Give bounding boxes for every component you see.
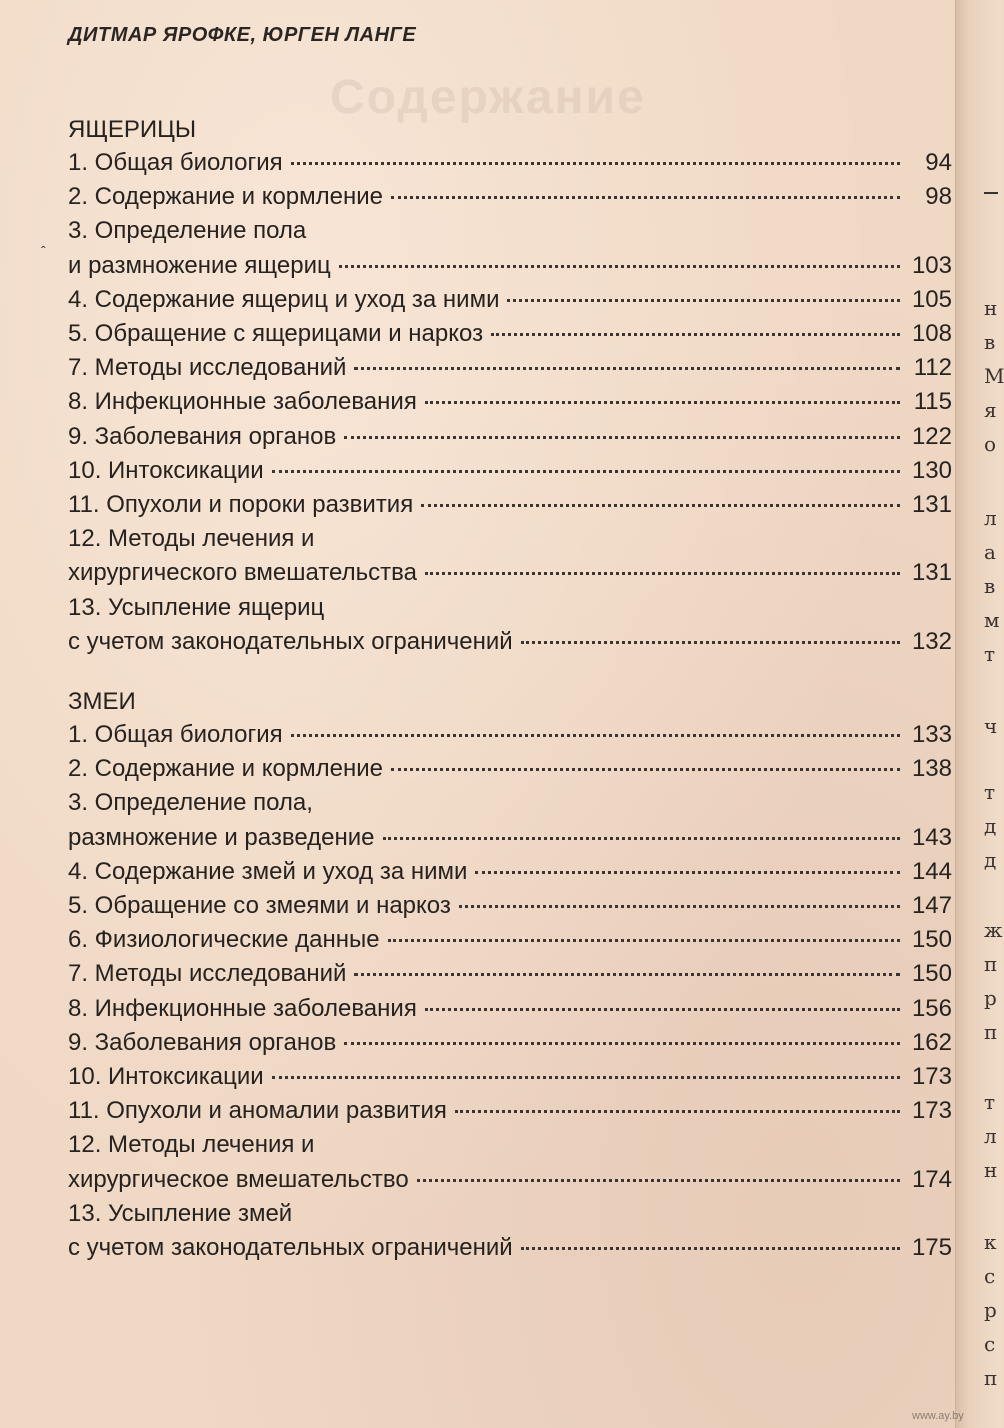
dot-leader	[475, 871, 900, 874]
facing-page-letter: п	[984, 952, 998, 976]
toc-page-number: 162	[911, 1028, 952, 1056]
toc-entry[interactable]	[68, 625, 952, 659]
toc-page-number: 144	[911, 857, 952, 885]
toc-entry[interactable]	[68, 1163, 952, 1197]
toc-entry-title: 2. Содержание и кормление	[68, 755, 384, 783]
toc-entry[interactable]	[68, 385, 952, 419]
dot-leader	[344, 436, 900, 439]
pencil-mark: ˆ	[41, 243, 46, 259]
facing-page-letter: д	[984, 814, 997, 838]
dot-leader	[391, 196, 900, 199]
facing-page-letter: т	[984, 780, 996, 804]
toc-page-number: 98	[925, 183, 952, 211]
toc-entry[interactable]	[68, 488, 952, 522]
toc-entry-title: 1. Общая биология	[68, 149, 283, 176]
bleed-through-heading: Содержание	[330, 71, 646, 124]
facing-page-letter: т	[984, 642, 996, 666]
facing-page-letter: к	[984, 1230, 997, 1254]
toc-entry[interactable]	[68, 351, 952, 385]
toc-entry-title: 7. Методы исследований	[68, 354, 347, 382]
facing-page-letter: п	[984, 1020, 998, 1044]
facing-page-letter: ж	[984, 918, 1003, 942]
facing-page-letter: ч	[984, 714, 998, 738]
facing-page-letter: р	[984, 1298, 997, 1322]
dot-leader	[491, 333, 900, 336]
dot-leader	[455, 1110, 900, 1113]
toc-entry[interactable]	[68, 752, 952, 786]
toc-page-number: 150	[911, 926, 952, 954]
facing-page-letter: н	[984, 1158, 998, 1182]
section-title: ЯЩЕРИЦЫ	[68, 116, 197, 143]
toc-page-number: 175	[911, 1234, 952, 1261]
toc-entry-line: 13. Усыпление змей	[68, 1199, 293, 1227]
toc-entry[interactable]	[68, 957, 952, 991]
toc-entry-title: 9. Заболевания органов	[68, 422, 337, 450]
facing-page-letter: п	[984, 1366, 998, 1390]
toc-page-number: 143	[911, 823, 952, 851]
toc-entry[interactable]	[68, 283, 952, 317]
dot-leader	[272, 1076, 900, 1079]
dot-leader	[344, 1042, 900, 1045]
toc-entry[interactable]	[68, 249, 952, 283]
facing-page-letter: М	[984, 364, 1004, 388]
toc-entry-line: 3. Определение пола	[68, 217, 307, 245]
facing-page-letter: т	[984, 1090, 996, 1114]
dot-leader	[391, 768, 900, 771]
toc-page-number: 122	[911, 422, 952, 450]
facing-page-letter: м	[984, 608, 1000, 632]
facing-page-letter: о	[984, 432, 997, 456]
toc-entry-title: 6. Физиологические данные	[68, 926, 380, 954]
dot-leader	[425, 401, 900, 404]
dot-leader	[354, 973, 900, 976]
toc-page-number: 105	[911, 285, 952, 313]
facing-page-letter: н	[984, 296, 998, 320]
facing-page-dash	[984, 192, 998, 194]
dot-leader	[521, 1247, 900, 1250]
toc-entry[interactable]	[68, 821, 952, 855]
toc-entry[interactable]	[68, 556, 952, 590]
toc-entry-title: размножение и разведение	[68, 823, 375, 851]
facing-page-letter: с	[984, 1264, 996, 1288]
toc-page-number: 112	[913, 354, 952, 382]
toc-entry-line: 12. Методы лечения и	[68, 525, 315, 553]
toc-page-number: 150	[911, 960, 952, 988]
toc-entry-title: 5. Обращение со змеями и наркоз	[68, 892, 451, 919]
toc-entry-title: 4. Содержание ящериц и уход за ними	[68, 285, 500, 313]
toc-entry[interactable]	[68, 992, 952, 1026]
dot-leader	[507, 299, 900, 302]
toc-entry-title: 10. Интоксикации	[68, 456, 264, 484]
toc-entry[interactable]	[68, 146, 952, 180]
toc-page-number: 130	[911, 456, 952, 484]
dot-leader	[383, 837, 900, 840]
toc-page-number: 131	[911, 491, 952, 518]
dot-leader	[521, 641, 900, 644]
facing-page-letter: л	[984, 506, 997, 530]
toc-entry[interactable]	[68, 1060, 952, 1094]
toc-entry[interactable]	[68, 718, 952, 752]
toc-page-number: 173	[911, 1063, 952, 1090]
facing-page-letter: л	[984, 1124, 997, 1148]
toc-page-number: 94	[925, 149, 952, 176]
toc-entry-title: 5. Обращение с ящерицами и наркоз	[68, 320, 484, 347]
toc-page-number: 133	[911, 721, 952, 748]
toc-entry[interactable]	[68, 1231, 952, 1265]
toc-entry-title: 10. Интоксикации	[68, 1063, 264, 1090]
toc-page-number: 174	[911, 1165, 952, 1193]
toc-entry[interactable]	[68, 1094, 952, 1128]
toc-page-number: 103	[911, 251, 952, 279]
toc-entry-title: 11. Опухоли и пороки развития	[68, 491, 414, 518]
toc-entry-title: 1. Общая биология	[68, 721, 283, 748]
toc-entry-title: с учетом законодательных ограничений	[68, 1234, 513, 1261]
watermark: www.ay.by	[912, 1410, 964, 1422]
toc-entry-line: 12. Методы лечения и	[68, 1131, 315, 1159]
toc-entry[interactable]	[68, 454, 952, 488]
running-header: ДИТМАР ЯРОФКЕ, ЮРГЕН ЛАНГЕ	[68, 24, 417, 46]
toc-entry-title: 7. Методы исследований	[68, 960, 347, 988]
toc-entry-title: хирургического вмешательства	[68, 559, 417, 587]
dot-leader	[425, 1008, 900, 1011]
section-title: ЗМЕИ	[68, 688, 136, 715]
facing-page-letter: с	[984, 1332, 996, 1356]
dot-leader	[425, 572, 900, 575]
toc-entry[interactable]	[68, 923, 952, 957]
toc-entry-title: 9. Заболевания органов	[68, 1028, 337, 1056]
toc-entry-title: 4. Содержание змей и уход за ними	[68, 857, 468, 885]
facing-page-letter: в	[984, 330, 996, 354]
toc-page-number: 173	[911, 1097, 952, 1125]
toc-entry-title: и размножение ящериц	[68, 251, 331, 279]
facing-page-letter: а	[984, 540, 996, 564]
toc-entry-title: хирургическое вмешательство	[68, 1165, 409, 1193]
toc-page-number: 138	[911, 755, 952, 783]
facing-page-letter: р	[984, 986, 997, 1010]
dot-leader	[421, 504, 900, 507]
toc-entry[interactable]	[68, 180, 952, 214]
dot-leader	[339, 265, 900, 268]
toc-entry-line: 3. Определение пола,	[68, 789, 313, 817]
dot-leader	[417, 1179, 900, 1182]
toc-entry[interactable]	[68, 889, 952, 923]
dot-leader	[354, 367, 900, 370]
toc-entry-line: 13. Усыпление ящериц	[68, 593, 325, 621]
toc-entry[interactable]	[68, 420, 952, 454]
toc-page-number: 132	[911, 627, 952, 655]
toc-entry-title: 8. Инфекционные заболевания	[68, 994, 417, 1022]
toc-entry-title: 11. Опухоли и аномалии развития	[68, 1097, 447, 1125]
dot-leader	[388, 939, 900, 942]
facing-page-letter: в	[984, 574, 996, 598]
dot-leader	[291, 162, 900, 165]
toc-entry-title: 2. Содержание и кормление	[68, 183, 384, 211]
toc-page-number: 115	[913, 388, 952, 416]
toc-page-number: 147	[911, 892, 952, 919]
dot-leader	[459, 905, 900, 908]
toc-page-number: 108	[911, 320, 952, 347]
toc-entry[interactable]	[68, 317, 952, 351]
toc-entry[interactable]	[68, 855, 952, 889]
dot-leader	[272, 470, 900, 473]
facing-page-letter: я	[984, 398, 997, 422]
toc-page-number: 156	[911, 994, 952, 1022]
toc-entry-title: с учетом законодательных ограничений	[68, 627, 513, 655]
toc-entry-title: 8. Инфекционные заболевания	[68, 388, 417, 416]
toc-entry[interactable]	[68, 1026, 952, 1060]
dot-leader	[291, 734, 900, 737]
facing-page-letter: д	[984, 848, 997, 872]
toc-page-number: 131	[911, 559, 952, 587]
